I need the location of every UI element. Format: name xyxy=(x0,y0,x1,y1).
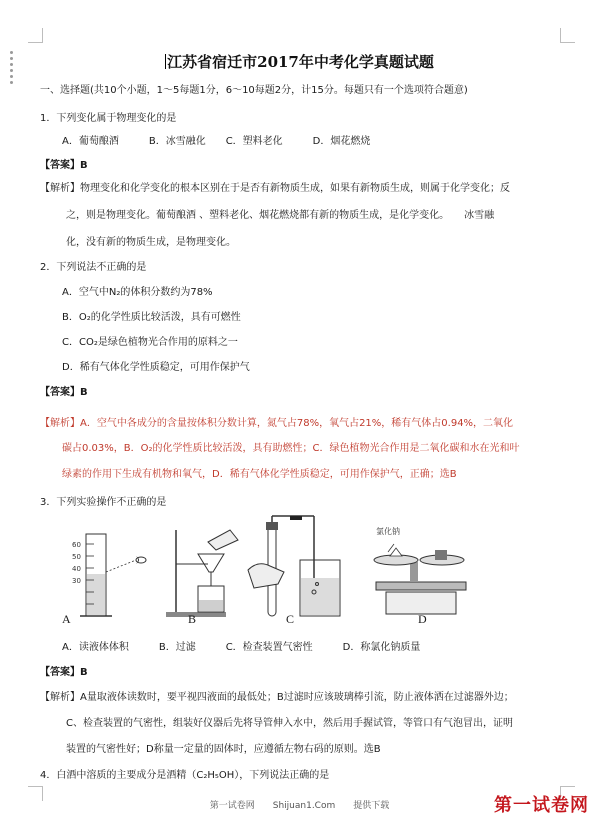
question-3-figure xyxy=(58,512,488,632)
question-1-analysis-line: 之，则是物理变化。葡萄酿酒 、塑料老化、烟花燃烧都有新的物质生成，是化学变化。 冰雪融 xyxy=(66,210,495,221)
question-2-stem: 2．下列说法不正确的是 xyxy=(40,262,147,273)
question-1-options: A．葡萄酿酒 B．冰雪融化 C．塑料老化 D．烟花燃烧 xyxy=(62,136,371,147)
section-heading: 一、选择题(共10个小题，1～5每题1分，6～10每题2分，计15分。每题只有一个选项符合题意) xyxy=(40,85,468,96)
page-corner-mark xyxy=(28,28,43,43)
page-footer: 第一试卷网 Shijuan1.Com 提供下载 xyxy=(209,801,390,811)
site-logo: 第一试卷网 xyxy=(494,795,589,816)
page-corner-mark xyxy=(560,28,575,43)
sodium-chloride-label: 氯化钠 xyxy=(376,527,400,536)
filtration-setup-drawing xyxy=(166,530,238,617)
graduated-cylinder-drawing xyxy=(80,534,146,616)
cylinder-tick-label: 50 xyxy=(72,553,81,561)
figure-label-c: C xyxy=(286,612,295,626)
question-1-answer: 【答案】B xyxy=(40,160,88,171)
text-cursor xyxy=(165,54,166,69)
question-2-option: A．空气中N₂的体积分数约为78% xyxy=(62,287,213,298)
question-1-stem: 1．下列变化属于物理变化的是 xyxy=(40,113,177,124)
question-3-analysis-line: 装置的气密性好；D称量一定量的固体时，应遵循左物右码的原则。选B xyxy=(66,744,381,755)
balance-scale-drawing xyxy=(374,544,466,614)
airtightness-check-drawing xyxy=(248,516,340,616)
question-2-analysis-line: 【解析】A．空气中各成分的含量按体积分数计算，氮气占78%，氧气占21%，稀有气体占0.94%，二氧化 xyxy=(40,418,514,429)
figure-label-d: D xyxy=(418,612,427,626)
figure-label-b: B xyxy=(188,612,197,626)
cylinder-tick-label: 40 xyxy=(72,565,81,573)
question-2-option: C．CO₂是绿色植物光合作用的原料之一 xyxy=(62,337,238,348)
question-3-analysis-line: C、检查装置的气密性，组装好仪器后先将导管伸入水中，然后用手握试管，等管口有气泡冒出，证明 xyxy=(66,718,513,729)
cylinder-tick-label: 60 xyxy=(72,541,81,549)
question-2-answer: 【答案】B xyxy=(40,387,88,398)
question-2-option: B．O₂的化学性质比较活泼，具有可燃性 xyxy=(62,312,241,323)
question-3-stem: 3．下列实验操作不正确的是 xyxy=(40,497,167,508)
question-2-analysis-line: 绿素的作用下生成有机物和氧气，D．稀有气体化学性质稳定，可用作保护气，正确；选B xyxy=(62,469,457,480)
question-3-analysis-line: 【解析】A量取液体读数时，要平视四液面的最低处；B过滤时应该玻璃棒引流，防止液体洒在过滤器外边； xyxy=(40,692,514,703)
figure-label-a: A xyxy=(62,612,71,626)
question-1-analysis-line: 化，没有新的物质生成，是物理变化。 xyxy=(66,237,236,248)
document-title: 江苏省宿迁市2017年中考化学真题试题 xyxy=(167,53,434,71)
question-2-analysis-line: 碳占0.03%，B．O₂的化学性质比较活泼，具有助燃性；C．绿色植物光合作用是二氧化碳和水在光和叶 xyxy=(62,443,520,454)
question-4-stem: 4．白酒中溶质的主要成分是酒精（C₂H₅OH），下列说法正确的是 xyxy=(40,770,330,781)
question-2-option: D．稀有气体化学性质稳定，可用作保护气 xyxy=(62,362,250,373)
cylinder-tick-label: 30 xyxy=(72,577,81,585)
question-3-options: A．读液体体积 B．过滤 C．检查装置气密性 D．称氯化钠质量 xyxy=(62,642,421,653)
question-1-analysis-line: 【解析】物理变化和化学变化的根本区别在于是否有新物质生成，如果有新物质生成，则属于化学变化；反 xyxy=(40,183,510,194)
question-3-answer: 【答案】B xyxy=(40,667,88,678)
